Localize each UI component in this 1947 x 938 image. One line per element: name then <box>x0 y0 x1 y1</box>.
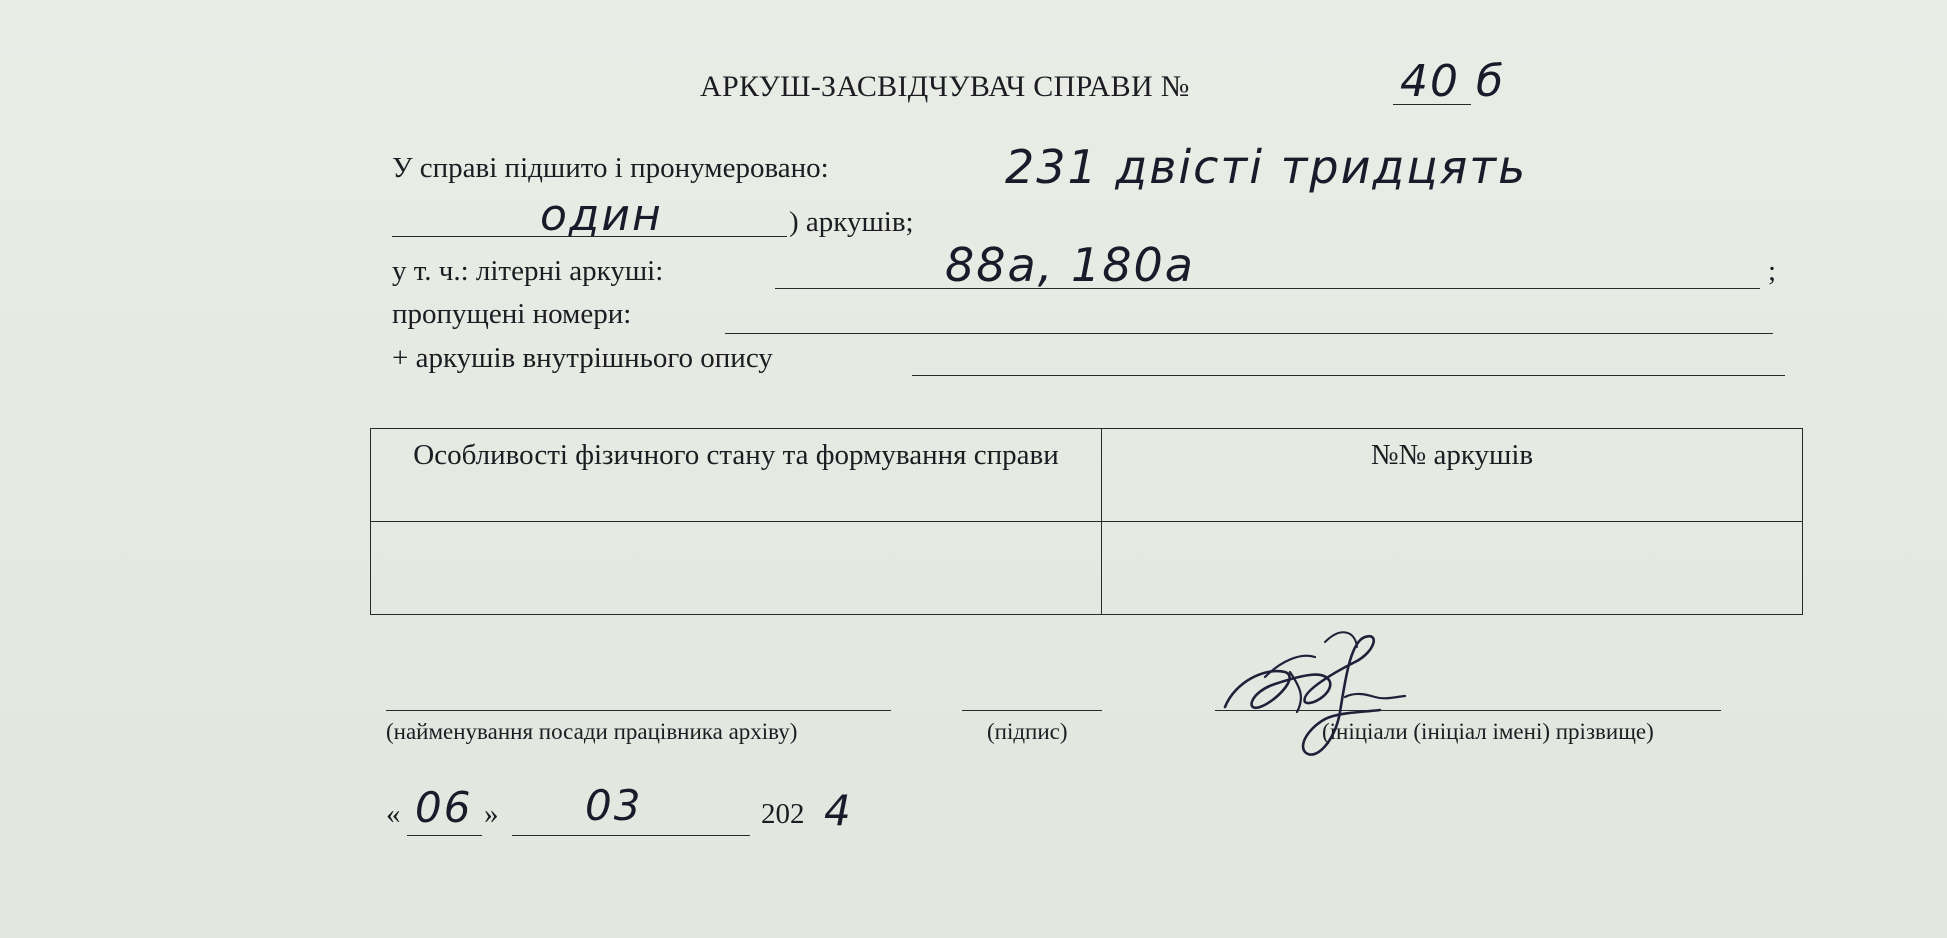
position-caption: (найменування посади працівника архіву) <box>386 719 798 744</box>
letter-sheets-handwritten: 88а, 180а <box>945 238 1195 292</box>
table-cell-features <box>371 522 1102 615</box>
header-sheet-numbers: №№ аркушів <box>1102 429 1803 522</box>
table-row <box>371 522 1803 615</box>
position-line <box>386 710 891 711</box>
sheets-count-handwritten-cont: один <box>540 190 663 241</box>
sheets-count-handwritten: 231 двісті тридцять <box>1005 140 1528 194</box>
date-month-handwritten: 03 <box>585 781 643 830</box>
inner-inventory-label: + аркушів внутрішнього опису <box>392 342 773 374</box>
date-close-quote: » <box>484 798 499 830</box>
title-label: АРКУШ-ЗАСВІДЧУВАЧ СПРАВИ № <box>700 70 1190 103</box>
letter-sheets-label: у т. ч.: літерні аркуші: <box>392 255 664 287</box>
missing-numbers-line <box>725 333 1773 334</box>
letter-sheets-line <box>775 288 1760 289</box>
name-caption: (ініціали (ініціал імені) прізвище) <box>1322 719 1654 744</box>
date-year-handwritten: 4 <box>824 786 853 835</box>
missing-numbers-label: пропущені номери: <box>392 298 632 330</box>
date-year-prefix: 202 <box>761 798 805 830</box>
inner-inventory-line <box>912 375 1785 376</box>
handwritten-signature <box>1205 612 1445 782</box>
date-day-handwritten: 06 <box>415 783 473 832</box>
date-month-line <box>512 835 750 836</box>
table-cell-sheet-numbers <box>1102 522 1803 615</box>
header-features: Особливості фізичного стану та формування справи <box>371 429 1102 522</box>
case-number-handwritten: 40 б <box>1400 56 1506 107</box>
physical-state-table <box>370 428 1803 615</box>
table-header-row <box>371 429 1803 522</box>
sheets-suffix: ) аркушів; <box>789 206 914 238</box>
date-day-line <box>407 835 482 836</box>
date-open-quote: « <box>386 798 401 830</box>
letter-sheets-end: ; <box>1768 255 1777 287</box>
case-number-line <box>1393 104 1471 105</box>
sheets-label: У справі підшито і пронумеровано: <box>392 152 829 184</box>
signature-line <box>962 710 1102 711</box>
signature-caption: (підпис) <box>987 719 1068 744</box>
